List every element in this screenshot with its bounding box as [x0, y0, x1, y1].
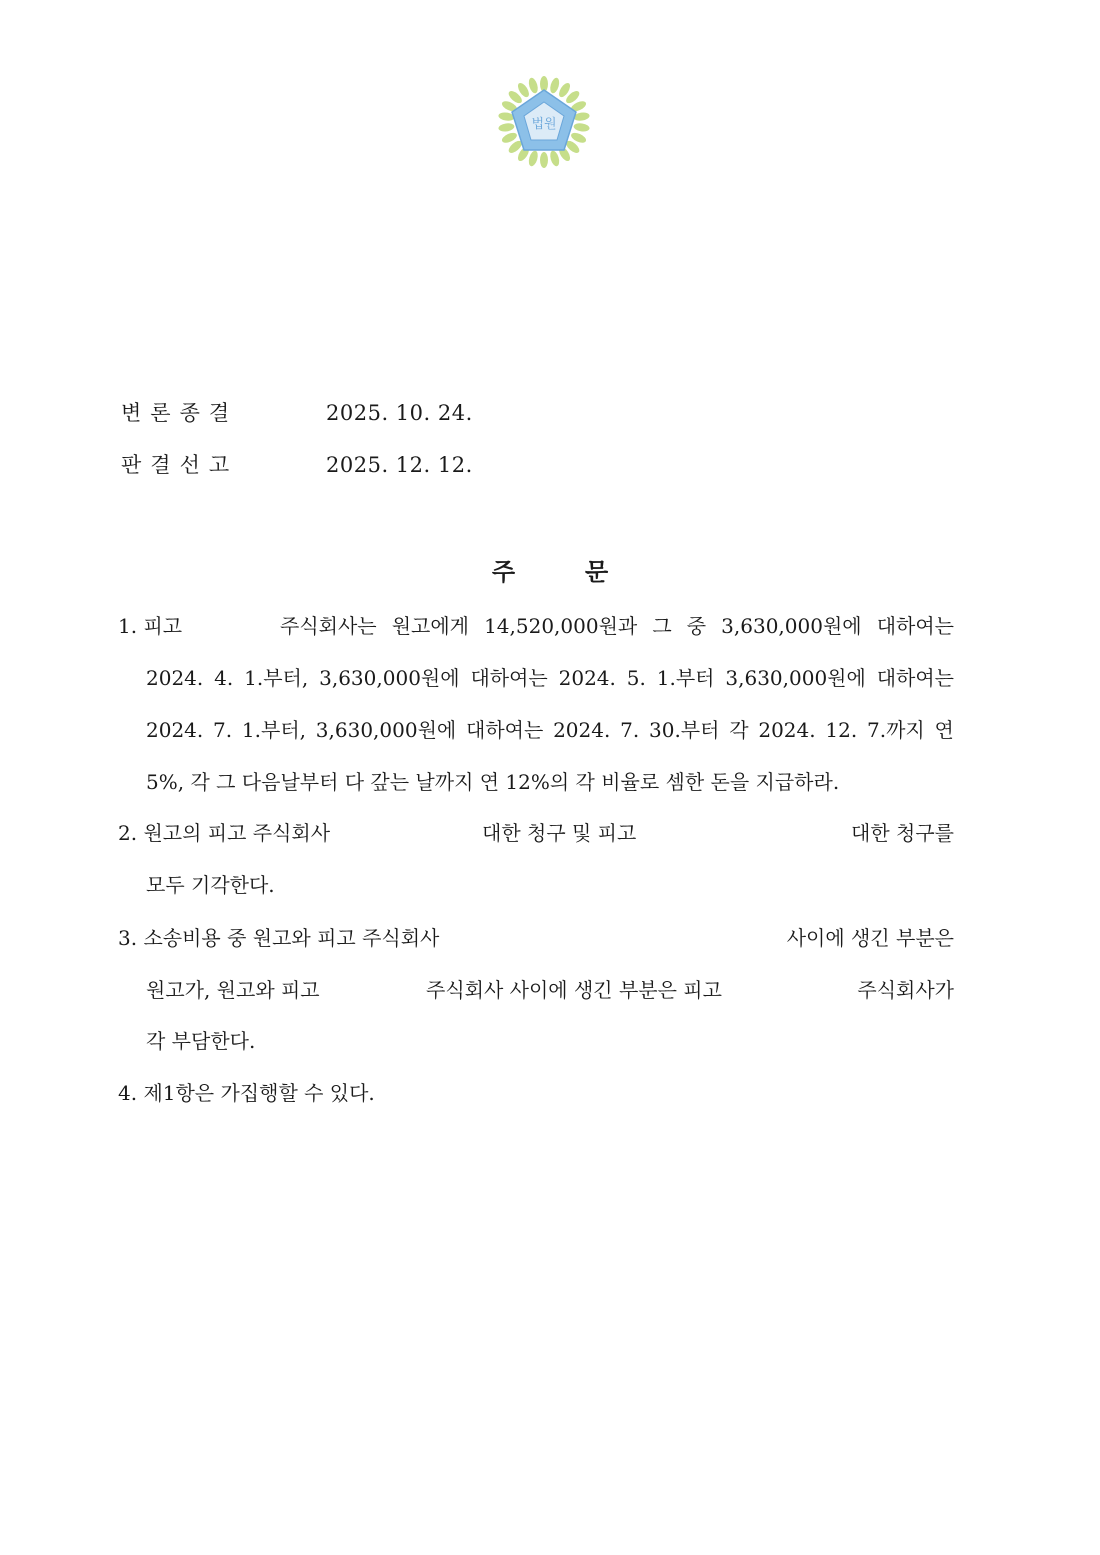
seal-petal — [549, 150, 561, 168]
item2-line2: 모두 기각한다. — [146, 873, 275, 897]
word: 2024. — [553, 718, 611, 742]
hearing-closed-label: 변론종결 — [121, 401, 239, 425]
word: 12. — [825, 718, 858, 742]
word: 그 — [652, 614, 672, 638]
item3-line2-end: 주식회사가 — [857, 978, 954, 1002]
item1-line1-rest — [280, 611, 954, 641]
word: 대하여는 — [876, 614, 954, 638]
word: 중 — [686, 614, 707, 638]
item1-line2 — [146, 663, 954, 693]
seal-petal — [573, 122, 590, 132]
word: 주식회사는 — [280, 614, 377, 638]
word: 2024. — [558, 666, 616, 690]
hearing-closed-row — [121, 398, 473, 428]
word: 1.부터, — [244, 666, 309, 690]
seal-petal — [527, 77, 539, 95]
word: 2024. — [146, 666, 204, 690]
word: 30.부터 — [649, 718, 720, 742]
judgment-date-value: 2025. 12. 12. — [326, 453, 473, 477]
seal-petal — [549, 77, 561, 95]
item3-line2-start: 원고가, 원고와 피고 — [146, 978, 320, 1002]
court-seal-logo — [494, 72, 594, 170]
seal-text: 법원 — [531, 117, 557, 132]
word: 3,630,000원에 — [725, 666, 866, 690]
title-left-char: 주 — [491, 557, 515, 586]
word: 2024. — [146, 718, 204, 742]
word: 각 — [729, 718, 749, 742]
word: 7. — [213, 718, 233, 742]
word: 7.까지 — [866, 718, 925, 742]
item2-line1-middle: 대한 청구 및 피고 — [482, 821, 637, 845]
seal-petal — [527, 150, 539, 168]
word: 대하여는 — [466, 718, 544, 742]
word: 3,630,000원에 — [319, 666, 460, 690]
item2-line1-start: 2. 원고의 피고 주식회사 — [118, 821, 331, 845]
word: 원고에게 — [391, 614, 469, 638]
item3-line1-start: 3. 소송비용 중 원고와 피고 주식회사 — [118, 926, 440, 950]
item2-line1-end: 대한 청구를 — [851, 821, 954, 845]
word: 대하여는 — [470, 666, 548, 690]
word: 7. — [620, 718, 640, 742]
judgment-date-row — [121, 450, 473, 480]
word: 3,630,000원에 — [721, 614, 862, 638]
item1-line3 — [146, 715, 954, 745]
word: 대하여는 — [876, 666, 954, 690]
item1-line1-start: 1. 피고 — [118, 614, 183, 638]
seal-petal — [498, 122, 515, 132]
item4-line1: 4. 제1항은 가집행할 수 있다. — [118, 1081, 375, 1105]
word: 연 — [934, 718, 954, 742]
item3-line3: 각 부담한다. — [146, 1029, 256, 1053]
title-right-char: 문 — [585, 557, 609, 586]
hearing-closed-date: 2025. 10. 24. — [326, 401, 473, 425]
word: 3,630,000원에 — [315, 718, 457, 742]
item1-line4: 5%, 각 그 다음날부터 다 갚는 날까지 연 12%의 각 비율로 셈한 돈을 지급하라. — [146, 770, 840, 794]
word: 4. — [214, 666, 234, 690]
judgment-date-label: 판결선고 — [121, 453, 239, 477]
word: 1.부터, — [241, 718, 307, 742]
word: 14,520,000원과 — [484, 614, 638, 638]
section-title — [0, 555, 1100, 589]
seal-petal — [540, 152, 548, 168]
word: 5. — [626, 666, 646, 690]
item3-line1-end: 사이에 생긴 부분은 — [786, 926, 954, 950]
word: 2024. — [758, 718, 816, 742]
word: 1.부터 — [656, 666, 715, 690]
item3-line2-middle: 주식회사 사이에 생긴 부분은 피고 — [426, 978, 722, 1002]
